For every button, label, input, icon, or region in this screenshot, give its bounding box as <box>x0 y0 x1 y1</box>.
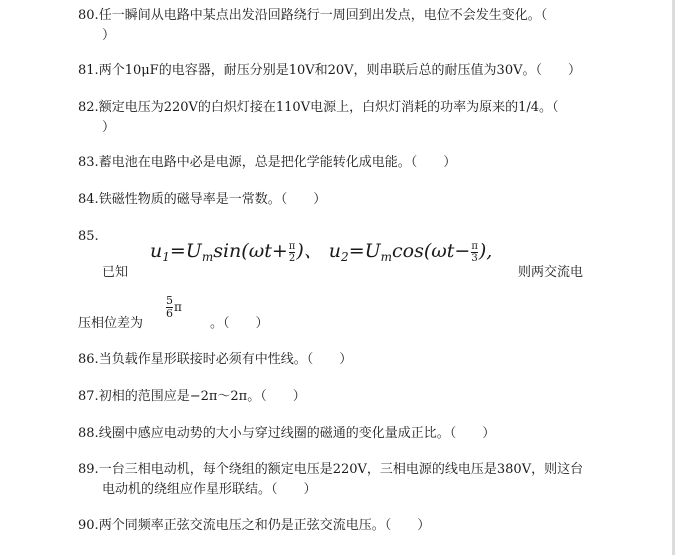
question-text: 铁磁性物质的磁导率是一常数。（ ） <box>98 192 327 207</box>
fraction-pi-2: $\frac{\pi}{2}$ <box>288 240 296 264</box>
question-number: 86. <box>78 352 99 367</box>
question-number: 89. <box>78 462 99 477</box>
question-88 <box>78 424 598 444</box>
q85-end: 。（ ） <box>210 316 269 331</box>
question-text: 初相的范围应是−2π～2π。（ ） <box>98 389 306 404</box>
question-text: 两个同频率正弦交流电压之和仍是正弦交流电压。（ ） <box>98 518 431 533</box>
question-text-cont: 电动机的绕组应作星形联结。（ ） <box>102 482 317 497</box>
question-text: 当负载作星形联接时必须有中性线。（ ） <box>98 352 353 367</box>
question-82 <box>78 98 598 138</box>
question-text-cont: ） <box>102 120 116 135</box>
question-90 <box>78 516 598 536</box>
question-text: 额定电压为220V的白炽灯接在110V电源上，白炽灯消耗的功率为原来的1/4。（ <box>98 100 559 115</box>
question-84 <box>78 190 598 210</box>
question-number: 82. <box>78 100 99 115</box>
question-text: 线圈中感应电动势的大小与穿过线圈的磁通的变化量成正比。（ ） <box>98 426 496 441</box>
q85-line2: 压相位差为 <box>78 316 144 331</box>
question-text: 两个10μF的电容器，耐压分别是10V和20V，则串联后总的耐压值为30V。（ ） <box>98 63 581 78</box>
question-text-cont: ） <box>102 28 116 43</box>
question-number: 80. <box>78 8 99 23</box>
q85-phase-fraction: $\frac{5}{6}$ π <box>166 294 182 320</box>
q85-formula: $u_1=U_m\sin(\omega t+\frac{\pi}{2}$ )、 $u_2=U_m\cos(\omega t-\frac{\pi}{3}$ ), <box>150 240 493 264</box>
q85-suffix: 则两交流电 <box>518 265 584 280</box>
question-number: 83. <box>78 155 99 170</box>
question-number: 84. <box>78 192 99 207</box>
question-89 <box>78 460 598 500</box>
question-number: 81. <box>78 63 99 78</box>
question-text: 一台三相电动机，每个绕组的额定电压是220V，三相电源的线电压是380V，则这台 <box>98 462 584 477</box>
question-81 <box>78 61 598 81</box>
fraction-pi-3: $\frac{\pi}{3}$ <box>471 240 478 264</box>
q85-prefix: 已知 <box>102 265 129 280</box>
question-number: 90. <box>78 518 99 533</box>
question-80 <box>78 6 598 46</box>
question-number: 88. <box>78 426 99 441</box>
question-83 <box>78 153 598 173</box>
question-87 <box>78 387 598 407</box>
question-number: 87. <box>78 389 99 404</box>
question-number: 85. <box>78 229 99 244</box>
question-text: 任一瞬间从电路中某点出发沿回路绕行一周回到出发点，电位不会发生变化。（ <box>98 8 548 23</box>
question-text: 蓄电池在电路中必是电源，总是把化学能转化成电能。（ ） <box>98 155 457 170</box>
question-86 <box>78 350 598 370</box>
